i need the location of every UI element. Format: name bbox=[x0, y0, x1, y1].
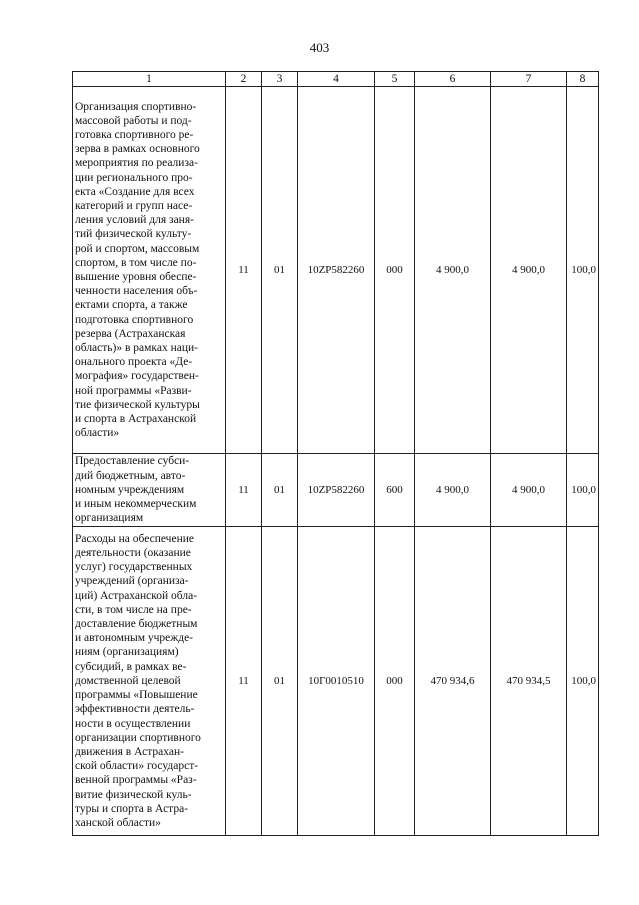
row-name-line: венной программы «Раз- bbox=[75, 774, 197, 787]
planned-amount-cell: 470 934,6 bbox=[415, 527, 491, 836]
row-name-line: дий бюджетным, авто- bbox=[75, 469, 186, 482]
target-article-cell: 10ZP582260 bbox=[298, 454, 375, 527]
row-name-line: сти, в том числе на пре- bbox=[75, 603, 192, 616]
row-name-cell bbox=[73, 527, 226, 836]
header-col-1: 1 bbox=[73, 72, 226, 87]
table-row bbox=[73, 454, 599, 527]
row-name-line: массовой работы и под- bbox=[75, 114, 192, 127]
table-row bbox=[73, 527, 599, 836]
row-name-line: ций) Астраханской обла- bbox=[75, 589, 198, 602]
row-name-line: Предоставление субси- bbox=[75, 455, 190, 468]
header-col-7: 7 bbox=[491, 72, 567, 87]
row-name-cell bbox=[73, 454, 226, 527]
row-name-line: и автономным учрежде- bbox=[75, 632, 194, 645]
row-name-line: ской области» государст- bbox=[75, 760, 199, 773]
row-name-line: организациям bbox=[75, 512, 144, 525]
table-row bbox=[73, 87, 599, 454]
row-name-line: ниям (организациям) bbox=[75, 646, 179, 659]
row-name-line: ектами спорта, а также bbox=[75, 299, 188, 312]
row-name-line: учреждений (организа- bbox=[75, 575, 189, 588]
row-name-line: ления условий для заня- bbox=[75, 214, 194, 227]
row-name-line: субсидий, в рамках ве- bbox=[75, 660, 187, 673]
section-code-cell: 11 bbox=[226, 527, 262, 836]
execution-percent-cell: 100,0 bbox=[567, 527, 599, 836]
row-name-line: деятельности (оказание bbox=[75, 547, 191, 560]
row-name-line: тий физической культу- bbox=[75, 228, 192, 241]
header-col-3: 3 bbox=[262, 72, 298, 87]
expense-type-cell: 000 bbox=[375, 527, 415, 836]
row-name-line: резерва (Астраханская bbox=[75, 327, 186, 340]
row-name-line: услуг) государственных bbox=[75, 561, 193, 574]
section-code-cell: 11 bbox=[226, 454, 262, 527]
row-name-line: витие физической куль- bbox=[75, 788, 192, 801]
row-name-line: ханской области» bbox=[75, 816, 161, 829]
row-name-line: мография» государствен- bbox=[75, 370, 199, 383]
row-name-line: Расходы на обеспечение bbox=[75, 532, 194, 545]
subsection-code-cell: 01 bbox=[262, 454, 298, 527]
row-name-line: зерва в рамках основного bbox=[75, 143, 200, 156]
row-name-line: онального проекта «Де- bbox=[75, 356, 193, 369]
execution-percent-cell: 100,0 bbox=[567, 87, 599, 454]
header-col-8: 8 bbox=[567, 72, 599, 87]
header-col-4: 4 bbox=[298, 72, 375, 87]
row-name-line: готовка спортивного ре- bbox=[75, 128, 194, 141]
row-name-line: категорий и групп насе- bbox=[75, 199, 193, 212]
executed-amount-cell: 4 900,0 bbox=[491, 454, 567, 527]
row-name-line: екта «Создание для всех bbox=[75, 185, 195, 198]
execution-percent-cell: 100,0 bbox=[567, 454, 599, 527]
row-name-line: подготовка спортивного bbox=[75, 313, 194, 326]
row-name-line: и спорта в Астраханской bbox=[75, 413, 197, 426]
row-name-line: ности в осуществлении bbox=[75, 717, 191, 730]
expense-type-cell: 000 bbox=[375, 87, 415, 454]
target-article-cell: 10Г0010510 bbox=[298, 527, 375, 836]
subsection-code-cell: 01 bbox=[262, 87, 298, 454]
row-name-line: области» bbox=[75, 427, 120, 440]
header-col-2: 2 bbox=[226, 72, 262, 87]
row-name-line: спортом, в том числе по- bbox=[75, 256, 197, 269]
row-name-line: область)» в рамках наци- bbox=[75, 342, 198, 355]
subsection-code-cell: 01 bbox=[262, 527, 298, 836]
header-col-6: 6 bbox=[415, 72, 491, 87]
row-name-line: мероприятия по реализа- bbox=[75, 157, 198, 170]
row-name-line: ченности населения объ- bbox=[75, 285, 198, 298]
row-name-line: Организация спортивно- bbox=[75, 100, 197, 113]
row-name-line: рой и спортом, массовым bbox=[75, 242, 200, 255]
target-article-cell: 10ZP582260 bbox=[298, 87, 375, 454]
budget-table bbox=[72, 71, 599, 836]
executed-amount-cell: 470 934,5 bbox=[491, 527, 567, 836]
row-name-line: ной программы «Разви- bbox=[75, 384, 192, 397]
header-row bbox=[73, 72, 599, 87]
planned-amount-cell: 4 900,0 bbox=[415, 87, 491, 454]
row-name-line: вышение уровня обеспе- bbox=[75, 271, 197, 283]
row-name-line: номным учреждениям bbox=[75, 483, 185, 496]
table-body bbox=[73, 87, 599, 836]
row-name-line: программы «Повышение bbox=[75, 689, 198, 702]
row-name-line: ции регионального про- bbox=[75, 171, 193, 184]
section-code-cell: 11 bbox=[226, 87, 262, 454]
row-name-line: туры и спорта в Астра- bbox=[75, 802, 189, 815]
executed-amount-cell: 4 900,0 bbox=[491, 87, 567, 454]
planned-amount-cell: 4 900,0 bbox=[415, 454, 491, 527]
row-name-line: тие физической культуры bbox=[75, 398, 200, 411]
row-name-cell bbox=[73, 87, 226, 454]
page-number: 403 bbox=[309, 40, 330, 55]
row-name-line: организации спортивного bbox=[75, 731, 201, 744]
row-name-line: доставление бюджетным bbox=[75, 618, 198, 631]
expense-type-cell: 600 bbox=[375, 454, 415, 527]
row-name-line: движения в Астрахан- bbox=[75, 745, 184, 758]
row-name-line: домственной целевой bbox=[75, 674, 181, 687]
row-name-line: и иным некоммерческим bbox=[75, 498, 197, 511]
header-col-5: 5 bbox=[375, 72, 415, 87]
row-name-line: эффективности деятель- bbox=[75, 703, 195, 716]
